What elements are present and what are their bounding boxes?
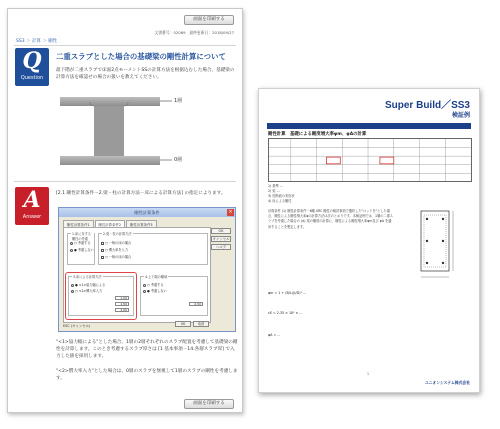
value-field-1[interactable]: 1.00 — [115, 296, 129, 300]
footer-cancel-button[interactable]: 取消 — [193, 321, 209, 327]
tab-condition-2[interactable]: 剛性計算条件2 — [95, 220, 126, 228]
company-logo: ユニオンシステム株式会社 — [424, 380, 470, 385]
answer-word: Answer — [22, 214, 42, 220]
dialog-title: 剛性計算条件 — [134, 210, 160, 215]
option-input-factor[interactable]: ○ 慣大率を入力 — [101, 247, 128, 252]
group-title: 4.上下端の剛域 — [145, 275, 168, 279]
doc-line: 2) 梁 … — [268, 189, 280, 193]
option-consider-2[interactable]: ○ 考慮する — [143, 282, 164, 287]
group-title: 2.梁・柱の計算方法 — [103, 232, 132, 236]
dialog-footer: ESC (キャンセル) — [63, 324, 91, 328]
help-button[interactable]: ヘルプ — [211, 244, 231, 250]
close-icon[interactable]: × — [228, 209, 233, 215]
floor-label-1: 1層 — [174, 98, 183, 104]
answer-paragraph-1: "<1>協力幅による"とした場合、1層の2層それぞれのスラブ配置を考慮して基礎梁の剛性を計算します。このとき考慮するスラブ厚さは [1 基本事項－14.各層スラブ厚] で入力した値を採用します。 — [56, 340, 238, 359]
print-button-bottom[interactable]: 画面を印刷する — [184, 399, 234, 409]
tab-condition-1[interactable]: 剛性計算条件1 — [63, 220, 94, 228]
option-factor-input[interactable]: ○ <2>慣大率入力 — [71, 288, 102, 293]
doc-heading: 剛性計算 基礎による剛度増大率φm、φAの計算 — [268, 132, 367, 137]
formula-3: φA = ... — [268, 333, 281, 337]
group-beam-column-method — [98, 233, 208, 265]
divider — [14, 181, 236, 182]
divider — [14, 45, 236, 46]
question-badge — [15, 48, 49, 86]
question-title: 二重スラブとした場合の基礎梁の剛性計算について — [56, 52, 226, 61]
group-slab-stiffness — [67, 233, 95, 265]
tab-condition-3[interactable]: 剛性計算条件3 — [126, 220, 157, 228]
footer-ok-button[interactable]: OK — [175, 321, 191, 327]
group-slab-method — [68, 276, 134, 316]
beam-web — [94, 106, 124, 156]
cancel-button[interactable]: キャンセル — [212, 237, 230, 241]
beam-section-svg — [60, 89, 190, 175]
formula-1: φm = 1 + (B/L)(t/D)³ ... — [268, 291, 307, 295]
table-highlight-1 — [326, 157, 340, 164]
option-general-slab-2[interactable]: ○ 一般の床の場合 — [101, 254, 131, 259]
verification-document — [258, 88, 480, 393]
dialog-panel — [63, 227, 211, 323]
upper-slab — [60, 97, 160, 106]
doc-line: 4) 床による剛性 — [268, 199, 292, 203]
dialog-titlebar — [59, 208, 235, 217]
option-not-consider[interactable]: ● 考慮しない — [70, 247, 94, 252]
formula-2: cE = 2.35 × 10⁵ × ... — [268, 311, 303, 315]
group-title: 3.床による計算方法 — [73, 275, 102, 279]
option-effective-width[interactable]: ● <1>協力幅による — [71, 282, 105, 287]
value-field-4[interactable]: 0.50 — [189, 302, 203, 306]
lower-slab — [60, 156, 160, 165]
option-general-slab[interactable]: ○ 一般の床の場合 — [101, 240, 131, 245]
doc-line: 1) 基準 … — [268, 184, 283, 188]
doc-subtitle: 検証例 — [451, 112, 470, 119]
doc-paragraph: 計算条件 (1) 剛性計算条件－6剛-SRC 剛性の検討事項で選択した"ロッドを"とした場合、剛性による剛性増大率φの計算方法は次のとおりです。本検証例では、1層の二重スラブを考慮した場合の (A) 梁の剛度の計算に、剛性による剛性増大率φm及び φA を適用することを想定します。 — [268, 209, 393, 229]
stiffness-table — [268, 138, 472, 182]
ok-button[interactable]: OK — [211, 228, 231, 234]
doc-brand: Super Build／SS3 — [384, 100, 470, 111]
settings-dialog — [58, 207, 236, 332]
table-highlight-2 — [380, 157, 394, 164]
column-section-sketch — [409, 207, 471, 285]
print-button-top[interactable]: 画面を印刷する — [184, 15, 234, 25]
page-number: 1 — [367, 372, 370, 376]
answer-letter: A — [23, 187, 41, 213]
value-field-3[interactable]: 2.00 — [115, 308, 129, 312]
question-letter: Q — [22, 48, 42, 74]
floor-label-0: 0層 — [174, 157, 183, 163]
value-field-2[interactable]: 1.50 — [115, 302, 129, 306]
dialog-footer-buttons — [173, 310, 209, 329]
dialog-side-buttons — [211, 228, 231, 252]
document-meta: 文書番号：02069 最終更新日：2018/09/27 — [154, 30, 234, 35]
answer-lead: [2.1 剛性計算条件－2.梁・柱の計算方法－床による計算方法] の指定によります。 — [56, 191, 226, 196]
doc-line: 3) 柱断面の実形状 — [268, 194, 295, 198]
doc-header-bar — [267, 123, 471, 129]
group-title: 1.床に対する剛性の考慮 — [71, 231, 94, 241]
qa-page — [7, 8, 243, 413]
option-not-consider-2[interactable]: ● 考慮しない — [143, 288, 167, 293]
question-word: Question — [20, 75, 44, 81]
option-consider[interactable]: ○ 考慮する — [70, 240, 91, 245]
beam-section-figure — [60, 89, 190, 175]
answer-badge — [15, 187, 49, 225]
breadcrumb[interactable]: SS3 ＞ 計算 ＞ 剛性 — [16, 39, 58, 44]
answer-paragraph-2: "<2>慣大率入力"とした場合は、0層のスラブを無視して1層のスラブの剛性を考慮します。 — [56, 369, 238, 381]
question-body: 最下階が二重スラブで床面2点モーメントSSの計算方法を根据込むした場合、基礎梁の計算方法を確認せの場合の扱いを教えてください。 — [56, 68, 235, 80]
